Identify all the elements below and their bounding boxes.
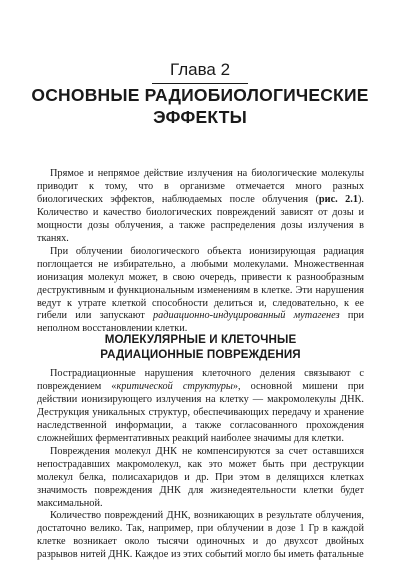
section-p1-text-b: », основной мишени при действии ионизирующего излучения на клетку — макромолекулы ДНК. Деструкция уникальных структур, обеспечивающих передачу и хранение наследственной информации, а также согласованного прохождения сложнейших ферментативных реакций наиболее значимы для клетки. [37, 380, 365, 444]
intro-p1-text-b: ). Количество и качество биологических повреждений зависят от дозы и мощности дозы облучения, а также распределения дозы излучения в тканях. [37, 193, 364, 244]
chapter-label: Глава 2 [169, 60, 231, 79]
term-mutagenesis: радиационно-индуцированный мутагенез [153, 310, 340, 322]
chapter-title [20, 84, 380, 128]
intro-paragraph-2 [37, 246, 364, 337]
intro-p1-text-a: Прямое и непрямое действие излучения на биологические молекулы приводит к тому, что в организме отмечается много разных биологических эффектов, наблюдаемых после облучения ( [37, 168, 364, 205]
section-title [37, 332, 364, 362]
term-critical-structure: критической структуры [116, 380, 233, 392]
chapter-title-line2: ЭФФЕКТЫ [153, 107, 247, 127]
section-title-line1: МОЛЕКУЛЯРНЫЕ И КЛЕТОЧНЫЕ [104, 333, 297, 346]
intro-paragraph-1 [37, 168, 364, 246]
section-title-line2: РАДИАЦИОННЫЕ ПОВРЕЖДЕНИЯ [100, 348, 301, 361]
section-paragraph-1 [37, 368, 364, 446]
intro-p2-text-b: при неполном восстановлении клетки. [37, 310, 364, 335]
section-paragraph-2: Повреждения молекул ДНК не компенсируются за счет оставшихся непострадавших макромолекул, как это может быть при деструкции молекул белка, полисахаридов и др. При этом в делящихся клетках значимость повреждения ДНК для жизнедеятельности клетки будет максимальной. [37, 445, 364, 509]
chapter-title-line1: ОСНОВНЫЕ РАДИОБИОЛОГИЧЕСКИЕ [31, 85, 369, 105]
section-paragraph-3: Количество повреждений ДНК, возникающих в результате облучения, достаточно велико. Так, например, при облучении в дозе 1 Гр в каждой клетке возникает около тысячи одиночных и до двухсот двойных разрывов нитей ДНК. Каждое из этих событий могло бы иметь фатальные [37, 510, 364, 561]
intro-p2-text-a: При облучении биологического объекта ионизирующая радиация поглощается не избирательно, а любыми молекулами. Множественная ионизация молекул может, в свою очередь, привести к разнообразным деструктивным и функциональным изменениям в клетке. Эти нарушения ведут к утрате клеткой способности делиться и, следовательно, к ее гибели или запускают [37, 245, 364, 322]
section-p1-text-a: Пострадиационные нарушения клеточного деления связывают с повреждением « [37, 368, 364, 392]
figure-reference: рис. 2.1 [318, 193, 358, 205]
intro-text [37, 168, 364, 336]
section-text [37, 368, 364, 562]
